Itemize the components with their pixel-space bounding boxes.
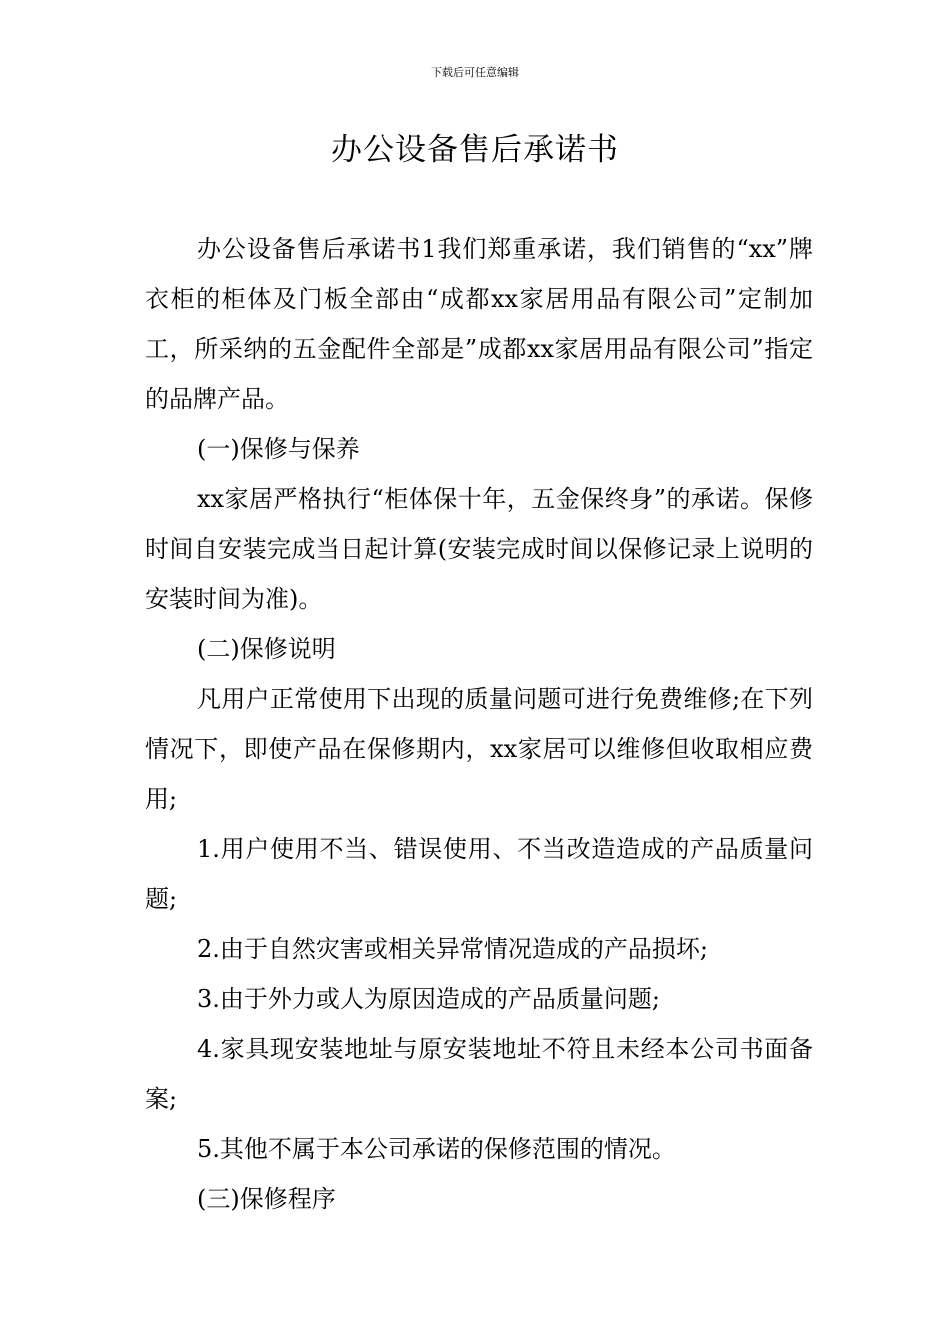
section-heading-warranty-notes: (二)保修说明 xyxy=(197,635,336,663)
document-title: 办公设备售后承诺书 xyxy=(331,132,619,168)
list-item-2: 2.由于自然灾害或相关异常情况造成的产品损坏; xyxy=(197,935,708,963)
warranty-paragraph: xx家居严格执行“柜体保十年，五金保终身”的承诺。保修时间自安装完成当日起计算(安装完成时间以保修记录上说明的安装时间为准)。 xyxy=(145,485,813,613)
list-item-1: 1.用户使用不当、错误使用、不当改造造成的产品质量问题; xyxy=(145,835,813,913)
section-heading-warranty-maintenance: (一)保修与保养 xyxy=(197,435,360,463)
warranty-notes-paragraph: 凡用户正常使用下出现的质量问题可进行免费维修;在下列情况下，即使产品在保修期内，xx家居可以维修但收取相应费用; xyxy=(145,685,813,813)
list-item-5: 5.其他不属于本公司承诺的保修范围的情况。 xyxy=(197,1135,676,1163)
header-note: 下载后可任意编辑 xyxy=(431,66,519,79)
document-body xyxy=(145,224,813,1224)
list-item-3: 3.由于外力或人为原因造成的产品质量问题; xyxy=(197,985,660,1013)
intro-paragraph: 办公设备售后承诺书1我们郑重承诺，我们销售的“xx”牌衣柜的柜体及门板全部由“成都xx家居用品有限公司”定制加工，所采纳的五金配件全部是”成都xx家居用品有限公司”指定的品牌产品。 xyxy=(145,235,813,413)
section-heading-warranty-procedure: (三)保修程序 xyxy=(197,1185,336,1213)
list-item-4: 4.家具现安装地址与原安装地址不符且未经本公司书面备案; xyxy=(145,1035,813,1113)
